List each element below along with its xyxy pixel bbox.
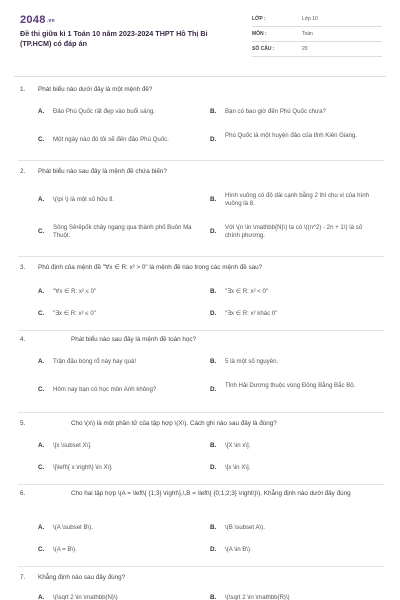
document-header: [20, 14, 382, 62]
option-text: \[X \in x\].: [225, 442, 251, 449]
question-number: 7.: [20, 574, 26, 581]
header-divider: [14, 76, 386, 77]
option-letter: C.: [38, 386, 45, 393]
option-text: "∀x ∈ R: x² ≤ 0": [53, 288, 97, 295]
question-5: [18, 420, 384, 488]
option-text: Với \(n \in \mathbb{N}\) ta có \((n^2) - 2n + 1\) là số chính phương.: [225, 224, 363, 240]
option-text: Hôm nay bạn có học môn Anh không?: [53, 386, 157, 393]
question-7: [18, 574, 384, 600]
question-separator: [18, 412, 384, 413]
option-letter: A.: [38, 594, 45, 600]
question-number: 6.: [20, 490, 26, 497]
option-letter: D.: [210, 310, 217, 317]
option-letter: B.: [210, 524, 217, 531]
site-logo-suffix: .vn: [46, 18, 55, 24]
option-text: Đảo Phú Quốc rất đẹp vào buổi sáng.: [53, 108, 155, 115]
option-text: \(A = B\).: [53, 546, 77, 553]
question-1: [18, 86, 384, 166]
option-text: Tỉnh Hải Dương thuộc vùng Đồng Bằng Bắc Bộ.: [225, 382, 356, 389]
question-2: [18, 168, 384, 260]
option-text: \[\left\{ x \right\} \in X\].: [53, 464, 113, 471]
question-6: [18, 490, 384, 568]
option-letter: D.: [210, 136, 217, 143]
option-letter: B.: [210, 594, 217, 600]
option-text: "∃x ∈ R: x² ≤ 0": [53, 310, 96, 317]
option-letter: B.: [210, 358, 217, 365]
option-text: \(\sqrt 2 \in \mathbb{R}\): [225, 594, 290, 600]
option-text: \[x \subset X\].: [53, 442, 92, 449]
option-letter: B.: [210, 108, 217, 115]
exam-meta: [252, 14, 382, 59]
meta-label: SỐ CÂU :: [252, 46, 275, 52]
meta-value: Toán: [302, 31, 313, 37]
question-number: 5.: [20, 420, 26, 427]
option-letter: D.: [210, 386, 217, 393]
option-letter: C.: [38, 464, 45, 471]
question-separator: [18, 330, 384, 331]
question-text: Khẳng định nào sau đây đúng?: [38, 574, 126, 581]
option-letter: C.: [38, 546, 45, 553]
option-letter: C.: [38, 310, 45, 317]
question-3: [18, 264, 384, 336]
question-text: Phát biểu nào dưới đây là một mệnh đề?: [38, 86, 153, 93]
meta-value: 20: [302, 46, 308, 52]
site-logo-text: 2048: [20, 14, 46, 26]
option-letter: A.: [38, 288, 45, 295]
option-letter: A.: [38, 196, 45, 203]
option-letter: A.: [38, 524, 45, 531]
option-letter: A.: [38, 442, 45, 449]
option-letter: D.: [210, 546, 217, 553]
question-4: [18, 336, 384, 418]
option-text: \[x \in X\].: [225, 464, 251, 471]
question-number: 2.: [20, 168, 26, 175]
option-text: Hình vuông có độ dài cạnh bằng 2 thì chu vi của hình vuông là 8.: [225, 192, 369, 208]
question-separator: [18, 484, 384, 485]
option-text: Trận đấu bóng rổ này hay quá!: [53, 358, 137, 365]
option-letter: A.: [38, 108, 45, 115]
option-text: "∃x ∈ R: x² khác 0": [225, 310, 278, 317]
meta-row-class: [252, 14, 382, 27]
option-text: \(\sqrt 2 \in \mathbb{N}\): [53, 594, 118, 600]
option-letter: B.: [210, 442, 217, 449]
option-text: \(\pi \) là một số hữu tỉ.: [53, 196, 114, 203]
option-text: Bạn có bao giờ đến Phú Quốc chưa?: [225, 108, 326, 115]
option-text: Một ngày nào đó tôi sẽ đến đảo Phú Quốc.: [53, 136, 169, 143]
question-text: Phủ định của mệnh đề "∀x ∈ R: x² > 0" là mệnh đề nào trong các mệnh đề sau?: [38, 264, 263, 271]
question-separator: [18, 160, 384, 161]
option-letter: D.: [210, 464, 217, 471]
question-separator: [18, 566, 384, 567]
option-text: \(B \subset A\).: [225, 524, 265, 531]
option-text: Phú Quốc là một huyện đảo của tỉnh Kiên Giang.: [225, 132, 358, 139]
question-text: Phát biểu nào sau đây là mệnh đề toán học?: [71, 336, 196, 343]
document-title: Đề thi giữa kì 1 Toán 10 năm 2023-2024 THPT Hồ Thị Bi (TP.HCM) có đáp án: [20, 29, 208, 48]
option-letter: C.: [38, 136, 45, 143]
question-number: 1.: [20, 86, 26, 93]
option-letter: C.: [38, 228, 45, 235]
option-letter: B.: [210, 196, 217, 203]
meta-row-subject: [252, 29, 382, 42]
question-separator: [18, 256, 384, 257]
question-text: Phát biểu nào sau đây là mệnh đề chứa biến?: [38, 168, 167, 175]
meta-label: LỚP :: [252, 16, 266, 22]
option-text: 5 là một số nguyên.: [225, 358, 279, 365]
site-logo[interactable]: [20, 14, 55, 26]
question-number: 3.: [20, 264, 26, 271]
option-letter: B.: [210, 288, 217, 295]
meta-value: Lớp 10: [302, 16, 318, 22]
meta-row-count: [252, 44, 382, 57]
meta-label: MÔN :: [252, 31, 267, 37]
question-text: Cho \(x\) là một phần tử của tập hợp \(X\). Cách ghi nào sau đây là đúng?: [71, 420, 277, 427]
option-text: Sông Sêrêpốk chảy ngang qua thành phố Buôn Ma Thuột.: [53, 224, 192, 240]
question-text: Cho hai tập hợp \(A = \left\{ {1;3} \right\},\,B = \left\{ {0;1;2;3} \right\}\). Khẳng định nào dưới đây đúng: [71, 490, 351, 497]
option-text: "∃x ∈ R: x² < 0": [225, 288, 269, 295]
option-text: \(A \in B\).: [225, 546, 252, 553]
option-letter: A.: [38, 358, 45, 365]
option-text: \(A \subset B\).: [53, 524, 93, 531]
option-letter: D.: [210, 228, 217, 235]
question-number: 4.: [20, 336, 26, 343]
